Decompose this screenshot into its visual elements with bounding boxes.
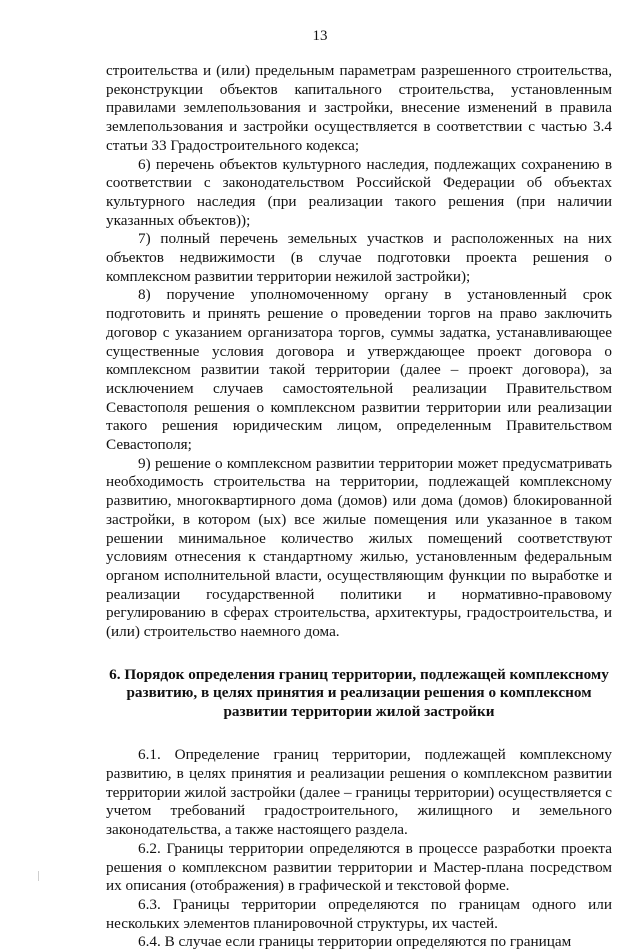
paragraph-item-8: 8) поручение уполномоченному органу в установленный срок подготовить и принять решение о проведении торгов на право заключить договор с указанием организатора торгов, суммы задатка, устанавливающее существенные условия договора и утверждающее проект договора о комплексном развитии такой территории (далее – проект договора), за исключением случаев самостоятельной реализации Правительством Севастополя решения о комплексном развитии территории или реализации такого решения юридическим лицом, определенным Правительством Севастополя; [106, 286, 612, 454]
paragraph-item-9: 9) решение о комплексном развитии территории может предусматривать необходимость строительства на территории, подлежащей комплексному развитию, многоквартирного дома (домов) или дома (домов) блокированной застройки, в котором (ых) все жилые помещения или указанное в таком решении минимальное количество жилых помещений соответствуют условиям отнесения к стандартному жилью, установленным федеральным органом исполнительной власти, осуществляющим функции по выработке и реализации государственной политики и нормативно-правовому регулированию в сферах строительства, архитектуры, градостроительства, и (или) строительство наемного дома. [106, 454, 612, 641]
paragraph-6-2: 6.2. Границы территории определяются в процессе разработки проекта решения о комплексном развитии территории и Мастер-плана посредством их описания (отображения) в графической и текстовой форме. [106, 839, 612, 895]
paragraph-item-6: 6) перечень объектов культурного наследия, подлежащих сохранению в соответствии с законодательством Российской Федерации об объектах культурного наследия (при реализации такого решения (при наличии указанных объектов)); [106, 155, 612, 229]
page-number: 13 [312, 28, 328, 44]
paragraph-6-3: 6.3. Границы территории определяются по границам одного или нескольких элементов планировочной структуры, их частей. [106, 895, 612, 932]
paragraph-6-1: 6.1. Определение границ территории, подлежащей комплексному развитию, в целях принятия и реализации решения о комплексном развитии территории жилой застройки (далее – границы территории) осуществляется с учетом требований градостроительного, жилищного и земельного законодательства, а также настоящего раздела. [106, 746, 612, 839]
paragraph-continuation: строительства и (или) предельным параметрам разрешенного строительства, реконструкции объектов капитального строительства, установленным правилами землепользования и застройки, внесение изменений в правила землепользования и застройки осуществляется в соответствии с частью 3.4 статьи 33 Градостроительного кодекса; [106, 62, 612, 154]
paragraph-item-7: 7) полный перечень земельных участков и расположенных на них объектов недвижимости (в случае подготовки проекта решения о комплексном развитии территории нежилой застройки); [106, 230, 612, 285]
section-heading: 6. Порядок определения границ территории, подлежащей комплексному развитию, в целях принятия и реализации решения о комплексном развитии территории жилой застройки [109, 665, 609, 720]
margin-mark [38, 871, 39, 881]
document-body [106, 62, 612, 952]
paragraph-6-4: 6.4. В случае если границы территории определяются по границам [138, 933, 572, 951]
